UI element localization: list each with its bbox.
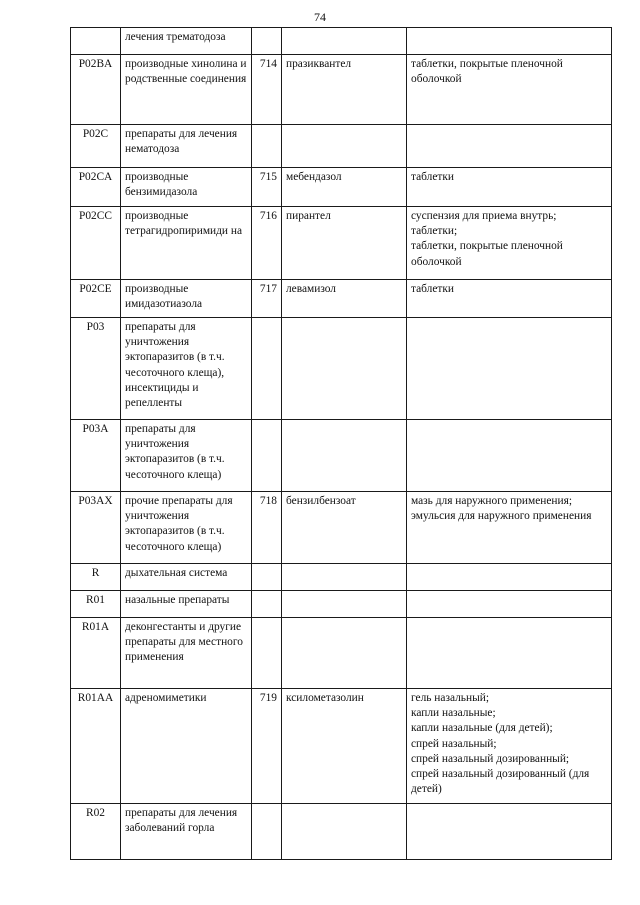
dosage-form-cell — [407, 591, 612, 618]
table-row — [71, 420, 612, 492]
dosage-form-cell — [407, 168, 612, 207]
drug-name-cell — [282, 591, 407, 618]
atc-code-cell — [71, 28, 121, 55]
dosage-form-line: спрей назальный дозированный (для детей) — [411, 768, 590, 796]
dosage-form-cell — [407, 492, 612, 564]
dosage-form-line: суспензия для приема внутрь; — [411, 210, 557, 222]
dosage-form-line: капли назальные (для детей); — [411, 722, 553, 735]
dosage-form-cell — [407, 28, 612, 55]
item-number-cell: 718 — [252, 492, 282, 564]
group-name-cell: препараты для лечения заболеваний горла — [121, 804, 252, 860]
table-body — [71, 28, 612, 860]
item-number-cell: 719 — [252, 689, 282, 804]
atc-code-cell: R — [71, 564, 121, 591]
table-row — [71, 689, 612, 804]
drug-name-cell: бензилбензоат — [282, 492, 407, 564]
table-row — [71, 618, 612, 689]
item-number-cell — [252, 420, 282, 492]
drug-name-cell: мебендазол — [282, 168, 407, 207]
dosage-form-cell — [407, 125, 612, 168]
dosage-form-cell — [407, 55, 612, 125]
dosage-form-line: спрей назальный; — [411, 737, 497, 750]
drug-name-cell — [282, 28, 407, 55]
atc-code-cell: P03 — [71, 318, 121, 420]
item-number-cell — [252, 318, 282, 420]
item-number-cell — [252, 125, 282, 168]
drug-name-cell: празиквантел — [282, 55, 407, 125]
group-name-cell: препараты для уничтожения эктопаразитов (в т.ч. чесоточного клеща) — [121, 420, 252, 492]
atc-code-cell: R01AA — [71, 689, 121, 804]
table-row — [71, 280, 612, 318]
drug-name-cell: левамизол — [282, 280, 407, 318]
table-row — [71, 125, 612, 168]
page-number: 74 — [314, 10, 326, 24]
drug-name-cell — [282, 618, 407, 689]
atc-code-cell: P02CC — [71, 207, 121, 280]
dosage-form-line: спрей назальный дозированный; — [411, 752, 570, 765]
group-name-cell: производные бензимидазола — [121, 168, 252, 207]
atc-code-cell: R01 — [71, 591, 121, 618]
drug-name-cell: пирантел — [282, 207, 407, 280]
dosage-form-line: таблетки; — [411, 225, 458, 238]
table-row — [71, 28, 612, 55]
drug-name-cell — [282, 804, 407, 860]
drug-name-cell — [282, 318, 407, 420]
dosage-form-line: эмульсия для наружного применения — [411, 510, 592, 523]
drug-name-cell: ксилометазолин — [282, 689, 407, 804]
table-row — [71, 804, 612, 860]
item-number-cell — [252, 28, 282, 55]
table-row — [71, 207, 612, 280]
drug-name-cell — [282, 564, 407, 591]
dosage-form-cell — [407, 689, 612, 804]
dosage-form-cell — [407, 618, 612, 689]
table-row — [71, 591, 612, 618]
dosage-form-cell — [407, 207, 612, 280]
dosage-form-line: таблетки — [411, 283, 455, 295]
dosage-form-line: мазь для наружного применения; — [411, 495, 573, 507]
dosage-form-cell — [407, 420, 612, 492]
item-number-cell — [252, 804, 282, 860]
group-name-cell: лечения трематодоза — [121, 28, 252, 55]
item-number-cell: 716 — [252, 207, 282, 280]
table-row — [71, 55, 612, 125]
group-name-cell: препараты для лечения нематодоза — [121, 125, 252, 168]
atc-code-cell: R01A — [71, 618, 121, 689]
atc-code-cell: P02CE — [71, 280, 121, 318]
table-row — [71, 318, 612, 420]
item-number-cell: 715 — [252, 168, 282, 207]
item-number-cell — [252, 591, 282, 618]
item-number-cell — [252, 564, 282, 591]
group-name-cell: прочие препараты для уничтожения эктопаразитов (в т.ч. чесоточного клеща) — [121, 492, 252, 564]
dosage-form-cell — [407, 318, 612, 420]
item-number-cell: 714 — [252, 55, 282, 125]
dosage-form-cell — [407, 804, 612, 860]
group-name-cell: производные тетрагидропиримиди на — [121, 207, 252, 280]
group-name-cell: препараты для уничтожения эктопаразитов (в т.ч. чесоточного клеща), инсектициды и репелленты — [121, 318, 252, 420]
table-row — [71, 564, 612, 591]
atc-code-cell: R02 — [71, 804, 121, 860]
dosage-form-cell — [407, 280, 612, 318]
table-row — [71, 168, 612, 207]
atc-code-cell: P02C — [71, 125, 121, 168]
group-name-cell: адреномиметики — [121, 689, 252, 804]
dosage-form-line: капли назальные; — [411, 707, 496, 720]
dosage-form-line: таблетки, покрытые пленочной оболочкой — [411, 58, 563, 86]
dosage-form-line: гель назальный; — [411, 692, 489, 704]
drug-name-cell — [282, 420, 407, 492]
group-name-cell: деконгестанты и другие препараты для местного применения — [121, 618, 252, 689]
group-name-cell: производные имидазотиазола — [121, 280, 252, 318]
group-name-cell: производные хинолина и родственные соединения — [121, 55, 252, 125]
atc-code-cell: P03AX — [71, 492, 121, 564]
item-number-cell — [252, 618, 282, 689]
group-name-cell: назальные препараты — [121, 591, 252, 618]
atc-code-cell: P03A — [71, 420, 121, 492]
dosage-form-line: таблетки, покрытые пленочной оболочкой — [411, 240, 563, 268]
dosage-form-line: таблетки — [411, 171, 455, 183]
atc-code-cell: P02BA — [71, 55, 121, 125]
atc-code-cell: P02CA — [71, 168, 121, 207]
item-number-cell: 717 — [252, 280, 282, 318]
group-name-cell: дыхательная система — [121, 564, 252, 591]
drug-classification-table — [70, 27, 612, 860]
dosage-form-cell — [407, 564, 612, 591]
table-row — [71, 492, 612, 564]
drug-name-cell — [282, 125, 407, 168]
